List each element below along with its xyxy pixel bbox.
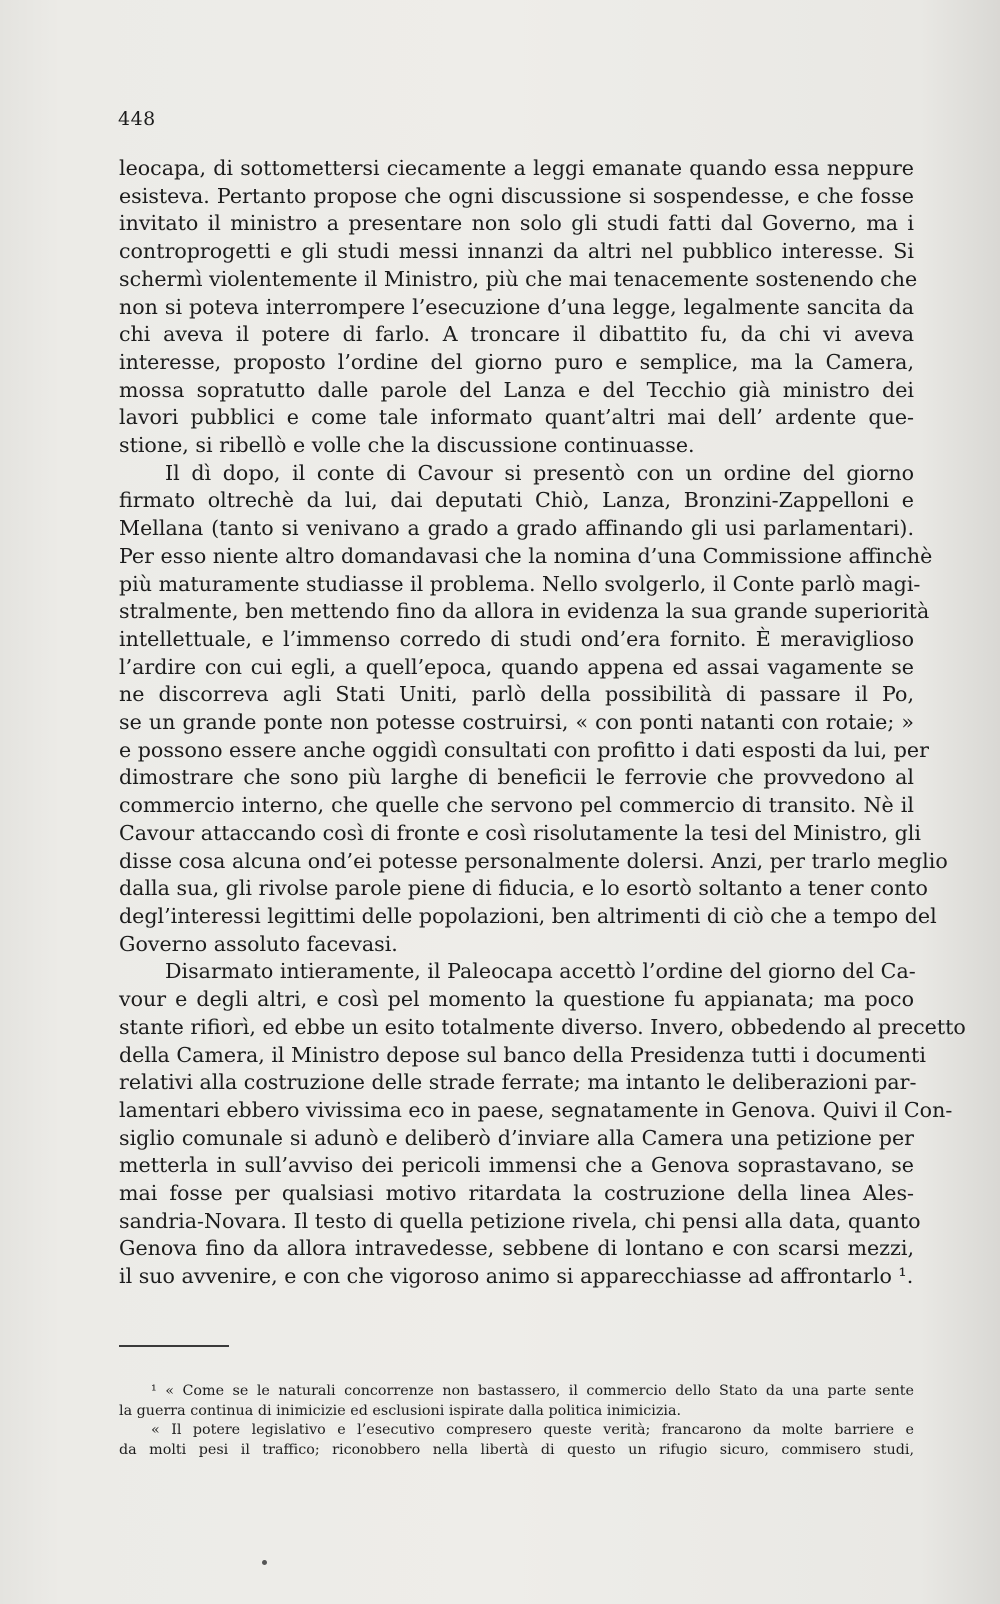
text-line: ne discorreva agli Stati Uniti, parlò della possibilità di passare il Po, bbox=[119, 682, 914, 707]
text-line: Mellana (tanto si venivano a grado a grado affinando gli usi parlamentari). bbox=[119, 516, 914, 541]
page-number: 448 bbox=[118, 108, 156, 130]
text-line: lamentari ebbero vivissima eco in paese, segnatamente in Genova. Quivi il Con- bbox=[119, 1097, 953, 1122]
text-line: l’ardire con cui egli, a quell’epoca, quando appena ed assai vagamente se bbox=[119, 654, 914, 679]
text-line: siglio comunale si adunò e deliberò d’inviare alla Camera una petizione per bbox=[119, 1125, 914, 1150]
footnote-line: da molti pesi il traffico; riconobbero nella libertà di questo un rifugio sicuro, commisero studi, bbox=[119, 1441, 914, 1458]
ink-speck bbox=[262, 1560, 267, 1565]
text-line: vour e degli altri, e così pel momento la questione fu appianata; ma poco bbox=[119, 987, 914, 1012]
text-line: commercio interno, che quelle che servono pel commercio di transito. Nè il bbox=[119, 793, 914, 818]
text-line: stante rifiorì, ed ebbe un esito totalmente diverso. Invero, obbedendo al precetto bbox=[119, 1014, 966, 1039]
text-line: firmato oltrechè da lui, dai deputati Chiò, Lanza, Bronzini-Zappelloni e bbox=[119, 488, 914, 513]
text-line: dalla sua, gli rivolse parole piene di fiducia, e lo esortò soltanto a tener conto bbox=[119, 876, 928, 901]
footnote-line: ¹ « Come se le naturali concorrenze non bastassero, il commercio dello Stato da una parte sente bbox=[151, 1383, 914, 1399]
text-line: Genova fino da allora intravedesse, sebbene di lontano e con scarsi mezzi, bbox=[119, 1236, 914, 1261]
footnote-line: la guerra continua di inimicizie ed esclusioni ispirate dalla politica inimicizia. bbox=[119, 1402, 682, 1419]
text-line: Disarmato intieramente, il Paleocapa accettò l’ordine del giorno del Ca- bbox=[165, 959, 916, 984]
text-line: schermì violentemente il Ministro, più che mai tenacemente sostenendo che bbox=[119, 266, 918, 291]
text-line: leocapa, di sottomettersi ciecamente a leggi emanate quando essa neppure bbox=[119, 156, 914, 180]
text-line: Per esso niente altro domandavasi che la nomina d’una Commissione affinchè bbox=[119, 543, 933, 568]
footnote-line: « Il potere legislativo e l’esecutivo compresero queste verità; francarono da molte barriere e bbox=[151, 1422, 914, 1439]
text-line: esisteva. Pertanto propose che ogni discussione si sospendesse, e che fosse bbox=[119, 183, 914, 208]
text-line: Cavour attaccando così di fronte e così risolutamente la tesi del Ministro, gli bbox=[119, 820, 921, 845]
text-line: mai fosse per qualsiasi motivo ritardata la costruzione della linea Ales- bbox=[119, 1181, 914, 1206]
paragraph-3 bbox=[119, 958, 966, 1290]
text-line: il suo avvenire, e con che vigoroso animo si apparecchiasse ad affrontarlo ¹. bbox=[119, 1264, 914, 1289]
text-line: controprogetti e gli studi messi innanzi da altri nel pubblico interesse. Si bbox=[119, 239, 914, 264]
text-line: più maturamente studiasse il problema. Nello svolgerlo, il Conte parlò magi- bbox=[119, 571, 921, 596]
text-line: metterla in sull’avviso dei pericoli immensi che a Genova soprastavano, se bbox=[119, 1153, 914, 1178]
text-line: stralmente, ben mettendo fino da allora in evidenza la sua grande superiorità bbox=[119, 599, 930, 624]
text-line: della Camera, il Ministro depose sul banco della Presidenza tutti i documenti bbox=[119, 1042, 926, 1067]
text-line: degl’interessi legittimi delle popolazioni, ben altrimenti di ciò che a tempo del bbox=[119, 903, 937, 928]
text-line: mossa sopratutto dalle parole del Lanza e del Tecchio già ministro dei bbox=[119, 377, 914, 402]
text-line: sandria-Novara. Il testo di quella petizione rivela, chi pensi alla data, quanto bbox=[119, 1208, 921, 1233]
text-line: Governo assoluto facevasi. bbox=[119, 931, 398, 956]
text-line: se un grande ponte non potesse costruirsi, « con ponti natanti con rotaie; » bbox=[119, 710, 914, 735]
body-text bbox=[119, 155, 966, 1291]
text-line: dimostrare che sono più larghe di beneficii le ferrovie che provvedono al bbox=[119, 765, 914, 790]
text-line: disse cosa alcuna ond’ei potesse personalmente dolersi. Anzi, per trarlo meglio bbox=[119, 848, 948, 873]
text-line: Il dì dopo, il conte di Cavour si presentò con un ordine del giorno bbox=[165, 460, 914, 485]
footnote-divider bbox=[119, 1345, 229, 1347]
text-line: interesse, proposto l’ordine del giorno puro e semplice, ma la Camera, bbox=[119, 349, 914, 374]
text-line: relativi alla costruzione delle strade ferrate; ma intanto le deliberazioni par- bbox=[119, 1070, 917, 1095]
text-line: non si poteva interrompere l’esecuzione d’una legge, legalmente sancita da bbox=[119, 294, 914, 319]
footnotes bbox=[119, 1382, 914, 1460]
text-line: chi aveva il potere di farlo. A troncare il dibattito fu, da chi vi aveva bbox=[119, 322, 914, 347]
text-line: e possono essere anche oggidì consultati con profitto i dati esposti da lui, per bbox=[119, 737, 929, 762]
text-line: stione, si ribellò e volle che la discussione continuasse. bbox=[119, 433, 695, 458]
paragraph-2 bbox=[119, 460, 948, 959]
text-line: invitato il ministro a presentare non solo gli studi fatti dal Governo, ma i bbox=[119, 211, 914, 236]
paragraph-1 bbox=[119, 155, 918, 460]
text-line: intellettuale, e l’immenso corredo di studi ond’era fornito. È meraviglioso bbox=[119, 626, 914, 651]
text-line: lavori pubblici e come tale informato quant’altri mai dell’ ardente que- bbox=[119, 405, 914, 430]
